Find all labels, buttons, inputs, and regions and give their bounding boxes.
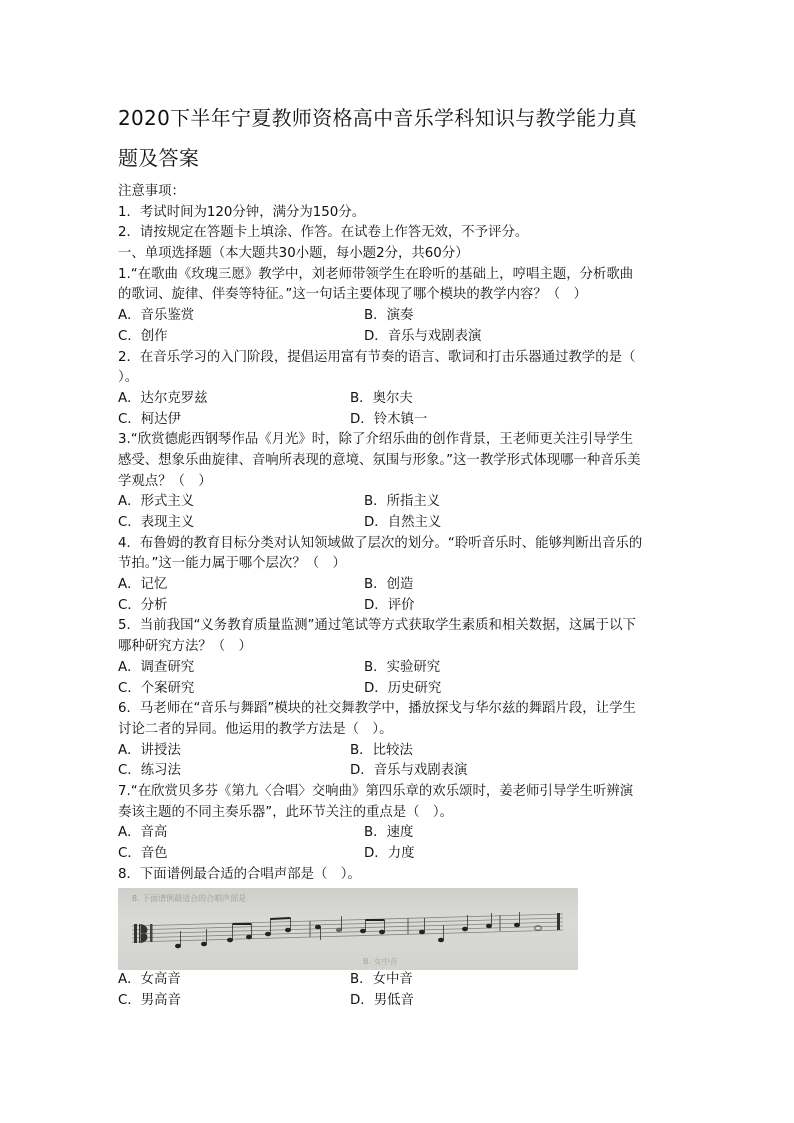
question-text: 感受、想象乐曲旋律、音响所表现的意境、氛围与形象。”这一教学形式体现哪一种音乐美 — [118, 452, 641, 468]
notice-item: 2．请按规定在答题卡上填涂、作答。在试卷上作答无效，不予评分。 — [118, 225, 529, 241]
option-b: B．速度 — [364, 825, 414, 841]
option-c: C．音色 — [118, 846, 168, 861]
option-a: A．音高 — [118, 825, 168, 841]
option-b: B．演奏 — [364, 308, 414, 324]
question-text: ）。 — [118, 370, 139, 386]
question-4 — [118, 534, 688, 617]
question-text: 5．当前我国“义务教育质量监测”通过笔试等方式获取学生素质和相关数据，这属于以下 — [118, 618, 636, 634]
option-a: A．记忆 — [118, 577, 168, 593]
option-b: B．奥尔夫 — [350, 390, 413, 406]
question-text: 7.“在欣赏贝多芬《第九〈合唱〉交响曲》第四乐章的欢乐颂时，姜老师引导学生听辨演 — [118, 783, 634, 799]
question-text: 1.“在歌曲《玫瑰三愿》教学中，刘老师带领学生在聆听的基础上，哼唱主题，分析歌曲 — [118, 266, 634, 282]
option-a: A．形式主义 — [118, 494, 195, 510]
option-row — [118, 513, 688, 534]
question-text: 2．在音乐学习的入门阶段，提倡运用富有节奏的语言、歌词和打击乐器通过教学的是（ — [118, 349, 636, 365]
option-c: C．个案研究 — [118, 680, 195, 696]
option-a: A．音乐鉴赏 — [118, 308, 195, 324]
option-c: C．男高音 — [118, 993, 181, 1009]
option-row — [118, 970, 688, 991]
option-a: A．讲授法 — [118, 742, 181, 758]
question-2 — [118, 348, 688, 431]
option-row — [118, 991, 688, 1012]
section-heading: 一、单项选择题（本大题共30小题，每小题2分，共60分） — [118, 246, 469, 262]
option-row — [118, 492, 688, 513]
option-d: D．力度 — [364, 846, 415, 861]
option-c: C．创作 — [118, 328, 168, 344]
option-row — [118, 410, 688, 431]
option-row — [118, 658, 688, 679]
question-5 — [118, 616, 688, 699]
notice-item: 1．考试时间为120分钟，满分为150分。 — [118, 204, 366, 220]
option-d: D．评价 — [364, 597, 415, 613]
option-c: C．练习法 — [118, 763, 181, 779]
question-6 — [118, 699, 688, 782]
question-text: 8．下面谱例最合适的合唱声部是（ ）。 — [118, 866, 361, 882]
question-text: 节拍。”这一能力属于哪个层次？（ ） — [118, 556, 346, 572]
option-c: C．柯达伊 — [118, 411, 181, 427]
question-8 — [118, 865, 688, 1012]
option-b: B．实验研究 — [364, 659, 441, 675]
option-c: C．表现主义 — [118, 515, 195, 530]
option-d: D．历史研究 — [364, 680, 442, 696]
notice-heading: 注意事项： — [118, 184, 185, 199]
question-text: 哪种研究方法？（ ） — [118, 639, 252, 655]
svg-text:8. 下面谱例最适合的合唱声部是: 8. 下面谱例最适合的合唱声部是 — [132, 894, 247, 904]
option-a: A．女高音 — [118, 972, 181, 988]
question-text: 的歌词、旋律、伴奏等特征。”这一句话主要体现了哪个模块的教学内容？（ ） — [118, 287, 587, 303]
document-title-line-1: 2020下半年宁夏教师资格高中音乐学科知识与教学能力真 — [118, 106, 637, 130]
music-score-image — [118, 888, 578, 970]
question-text: 6．马老师在“音乐与舞蹈”模块的社交舞教学中，播放探戈与华尔兹的舞蹈片段，让学生 — [118, 701, 636, 717]
option-d: D．铃木镇一 — [350, 411, 428, 427]
question-text: 学观点？（ ） — [118, 473, 212, 489]
option-a: A．调查研究 — [118, 659, 195, 675]
option-b: B．创造 — [364, 577, 414, 593]
option-row — [118, 575, 688, 596]
option-row — [118, 761, 688, 782]
option-b: B．女中音 — [350, 972, 413, 988]
question-text: 3.“欣赏德彪西钢琴作品《月光》时，除了介绍乐曲的创作背景，王老师更关注引导学生 — [118, 432, 634, 448]
option-d: D．男低音 — [350, 993, 414, 1009]
option-c: C．分析 — [118, 597, 168, 613]
option-row — [118, 327, 688, 348]
question-7 — [118, 782, 688, 865]
option-d: D．自然主义 — [364, 515, 442, 530]
option-row — [118, 823, 688, 844]
option-d: D．音乐与戏剧表演 — [364, 328, 482, 344]
option-b: B．所指主义 — [364, 494, 441, 510]
question-text: 4．布鲁姆的教育目标分类对认知领域做了层次的划分。“聆听音乐时、能够判断出音乐的 — [118, 535, 643, 551]
option-row — [118, 844, 688, 865]
question-text: 奏该主题的不同主奏乐器”，此环节关注的重点是（ ）。 — [118, 804, 454, 820]
option-row — [118, 679, 688, 700]
option-row — [118, 596, 688, 617]
option-row — [118, 741, 688, 762]
document-body — [118, 182, 688, 1012]
question-3 — [118, 430, 688, 533]
question-1 — [118, 265, 688, 348]
svg-text:B. 女中音: B. 女中音 — [363, 957, 398, 967]
option-d: D．音乐与戏剧表演 — [350, 763, 468, 779]
option-row — [118, 306, 688, 327]
option-a: A．达尔克罗兹 — [118, 390, 208, 406]
question-text: 讨论二者的异同。他运用的教学方法是（ ）。 — [118, 721, 393, 737]
option-b: B．比较法 — [350, 742, 413, 758]
document-title-line-2: 题及答案 — [118, 146, 200, 170]
option-row — [118, 389, 688, 410]
